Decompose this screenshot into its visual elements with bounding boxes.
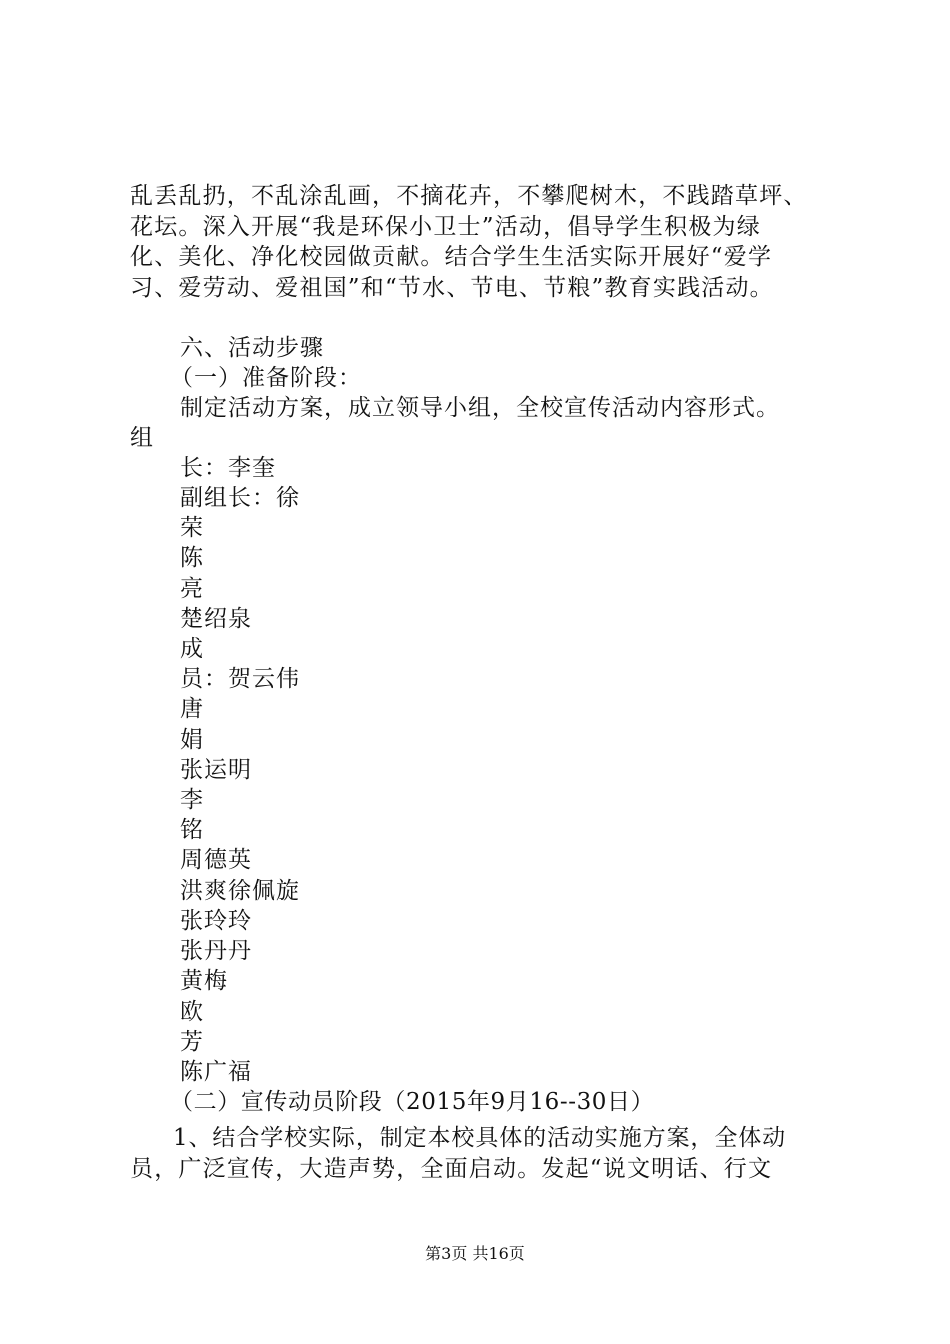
name-line: 陈广福 xyxy=(180,1059,252,1085)
name-line: 黄梅 xyxy=(180,968,228,994)
section-heading: 六、活动步骤 xyxy=(180,335,324,361)
name-line: 芳 xyxy=(180,1029,204,1055)
name-line: 欧 xyxy=(180,999,204,1025)
stage1-heading: （一）准备阶段： xyxy=(170,365,362,391)
name-line: 张玲玲 xyxy=(180,908,252,934)
name-line: 楚绍泉 xyxy=(180,606,252,632)
paragraph-line: 乱丢乱扔，不乱涂乱画，不摘花卉，不攀爬树木，不践踏草坪、 xyxy=(130,183,808,209)
name-line: 成 xyxy=(180,636,204,662)
name-line: 荣 xyxy=(180,515,204,541)
paragraph-line: 1、结合学校实际，制定本校具体的活动实施方案，全体动 xyxy=(173,1125,787,1151)
name-line: 唐 xyxy=(180,696,204,722)
name-line: 陈 xyxy=(180,545,204,571)
paragraph-line: 花坛。深入开展“我是环保小卫士”活动，倡导学生积极为绿 xyxy=(130,213,761,240)
name-line: 员：贺云伟 xyxy=(180,666,300,692)
intro-paragraph xyxy=(130,181,830,303)
name-line: 娟 xyxy=(180,727,204,753)
name-line: 铭 xyxy=(180,817,204,843)
stage2-paragraph xyxy=(130,1123,830,1184)
name-line: 李 xyxy=(180,787,204,813)
name-line: 亮 xyxy=(180,576,204,602)
name-line: 洪爽徐佩旋 xyxy=(180,878,300,904)
name-line: 张运明 xyxy=(180,757,252,783)
name-line: 长：李奎 xyxy=(180,455,276,481)
name-line: 副组长：徐 xyxy=(180,485,300,511)
name-line: 组 xyxy=(130,425,154,451)
stage2-heading: （二）宣传动员阶段（2015年9月16--30日） xyxy=(170,1089,655,1115)
name-line: 周德英 xyxy=(180,847,252,873)
page-footer: 第3页 共16页 xyxy=(425,1244,525,1263)
paragraph-line: 习、爱劳动、爱祖国”和“节水、节电、节粮”教育实践活动。 xyxy=(130,274,774,301)
stage1-text: 制定活动方案，成立领导小组，全校宣传活动内容形式。 xyxy=(180,395,780,421)
paragraph-line: 化、美化、净化校园做贡献。结合学生生活实际开展好“爱学 xyxy=(130,244,773,270)
paragraph-line: 员，广泛宣传，大造声势，全面启动。发起“说文明话、行文 xyxy=(130,1155,773,1182)
name-line: 张丹丹 xyxy=(180,938,252,964)
